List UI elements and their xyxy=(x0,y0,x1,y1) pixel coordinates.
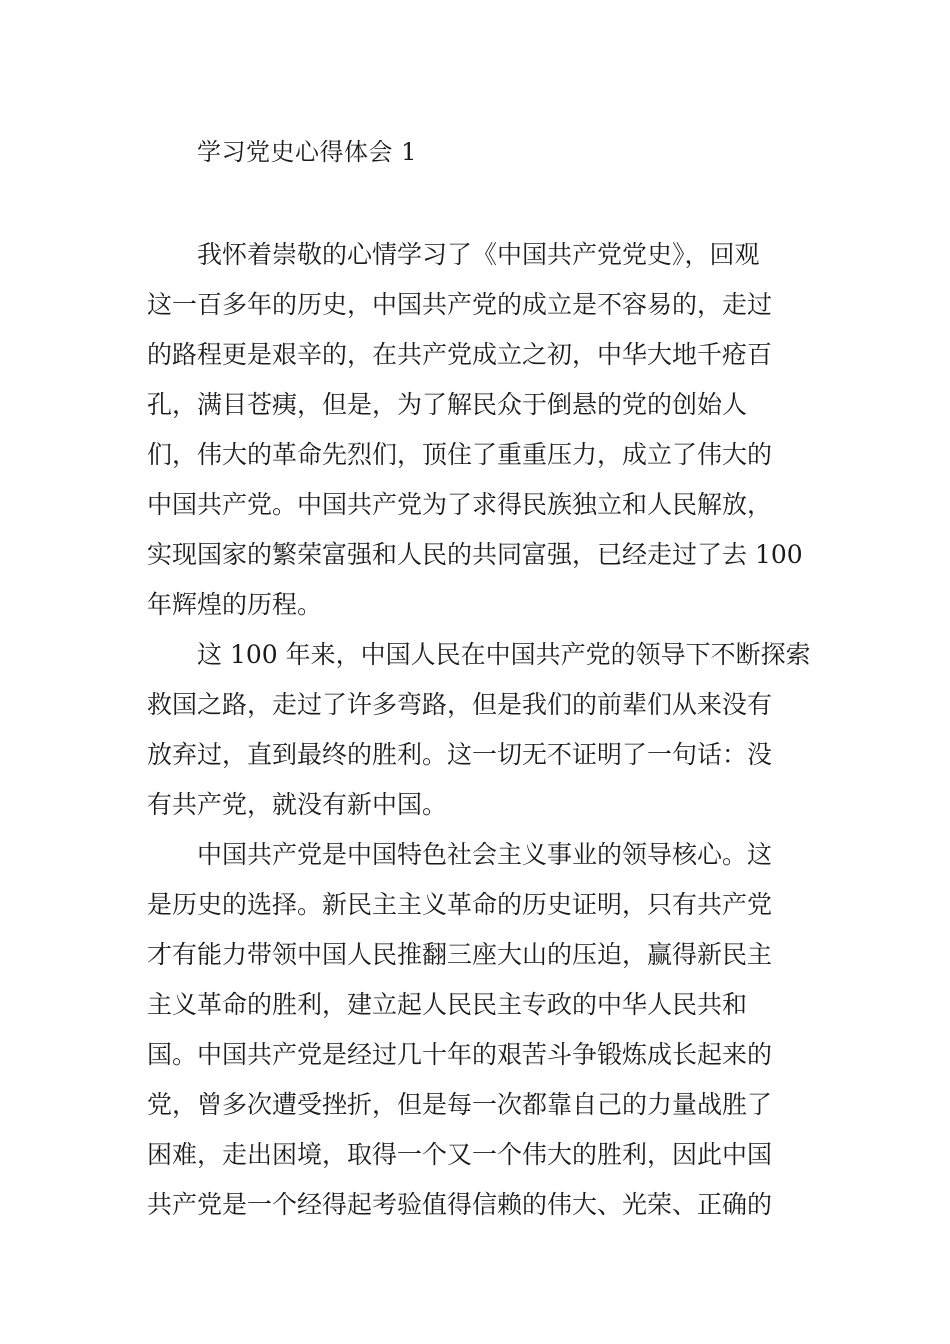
paragraph-3-line-3: 才有能力带领中国人民推翻三座大山的压迫，赢得新民主 xyxy=(147,940,773,969)
paragraph-3-line-6: 党，曾多次遭受挫折，但是每一次都靠自己的力量战胜了 xyxy=(147,1090,773,1119)
paragraph-3-line-1: 中国共产党是中国特色社会主义事业的领导核心。这 xyxy=(197,840,773,869)
paragraph-3-line-2: 是历史的选择。新民主主义革命的历史证明，只有共产党 xyxy=(147,890,773,919)
paragraph-3-line-4: 主义革命的胜利，建立起人民民主专政的中华人民共和 xyxy=(147,990,748,1019)
paragraph-2-line-1: 这 100 年来，中国人民在中国共产党的领导下不断探索 xyxy=(197,640,811,669)
paragraph-2-line-3: 放弃过，直到最终的胜利。这一切无不证明了一句话：没 xyxy=(147,740,773,769)
paragraph-2-line-2: 救国之路，走过了许多弯路，但是我们的前辈们从来没有 xyxy=(147,690,773,719)
paragraph-1-line-2: 这一百多年的历史，中国共产党的成立是不容易的，走过 xyxy=(147,290,773,319)
document-title: 学习党史心得体会 1 xyxy=(197,138,417,166)
paragraph-1-line-6: 中国共产党。中国共产党为了求得民族独立和人民解放， xyxy=(147,490,773,519)
paragraph-1-line-1: 我怀着崇敬的心情学习了《中国共产党党史》，回观 xyxy=(197,240,760,269)
paragraph-3-line-5: 国。中国共产党是经过几十年的艰苦斗争锻炼成长起来的 xyxy=(147,1040,773,1069)
paragraph-1-line-5: 们，伟大的革命先烈们，顶住了重重压力，成立了伟大的 xyxy=(147,440,773,469)
paragraph-1-line-7: 实现国家的繁荣富强和人民的共同富强，已经走过了去 100 xyxy=(147,540,803,569)
paragraph-2-line-4: 有共产党，就没有新中国。 xyxy=(147,790,448,819)
paragraph-3-line-7: 困难，走出困境，取得一个又一个伟大的胜利，因此中国 xyxy=(147,1140,773,1169)
paragraph-1-line-8: 年辉煌的历程。 xyxy=(147,590,323,619)
paragraph-1-line-3: 的路程更是艰辛的，在共产党成立之初，中华大地千疮百 xyxy=(147,340,773,369)
document-body xyxy=(147,230,812,1230)
paragraph-3-line-8: 共产党是一个经得起考验值得信赖的伟大、光荣、正确的 xyxy=(147,1190,773,1219)
paragraph-1-line-4: 孔，满目苍痍，但是，为了解民众于倒悬的党的创始人 xyxy=(147,390,748,419)
